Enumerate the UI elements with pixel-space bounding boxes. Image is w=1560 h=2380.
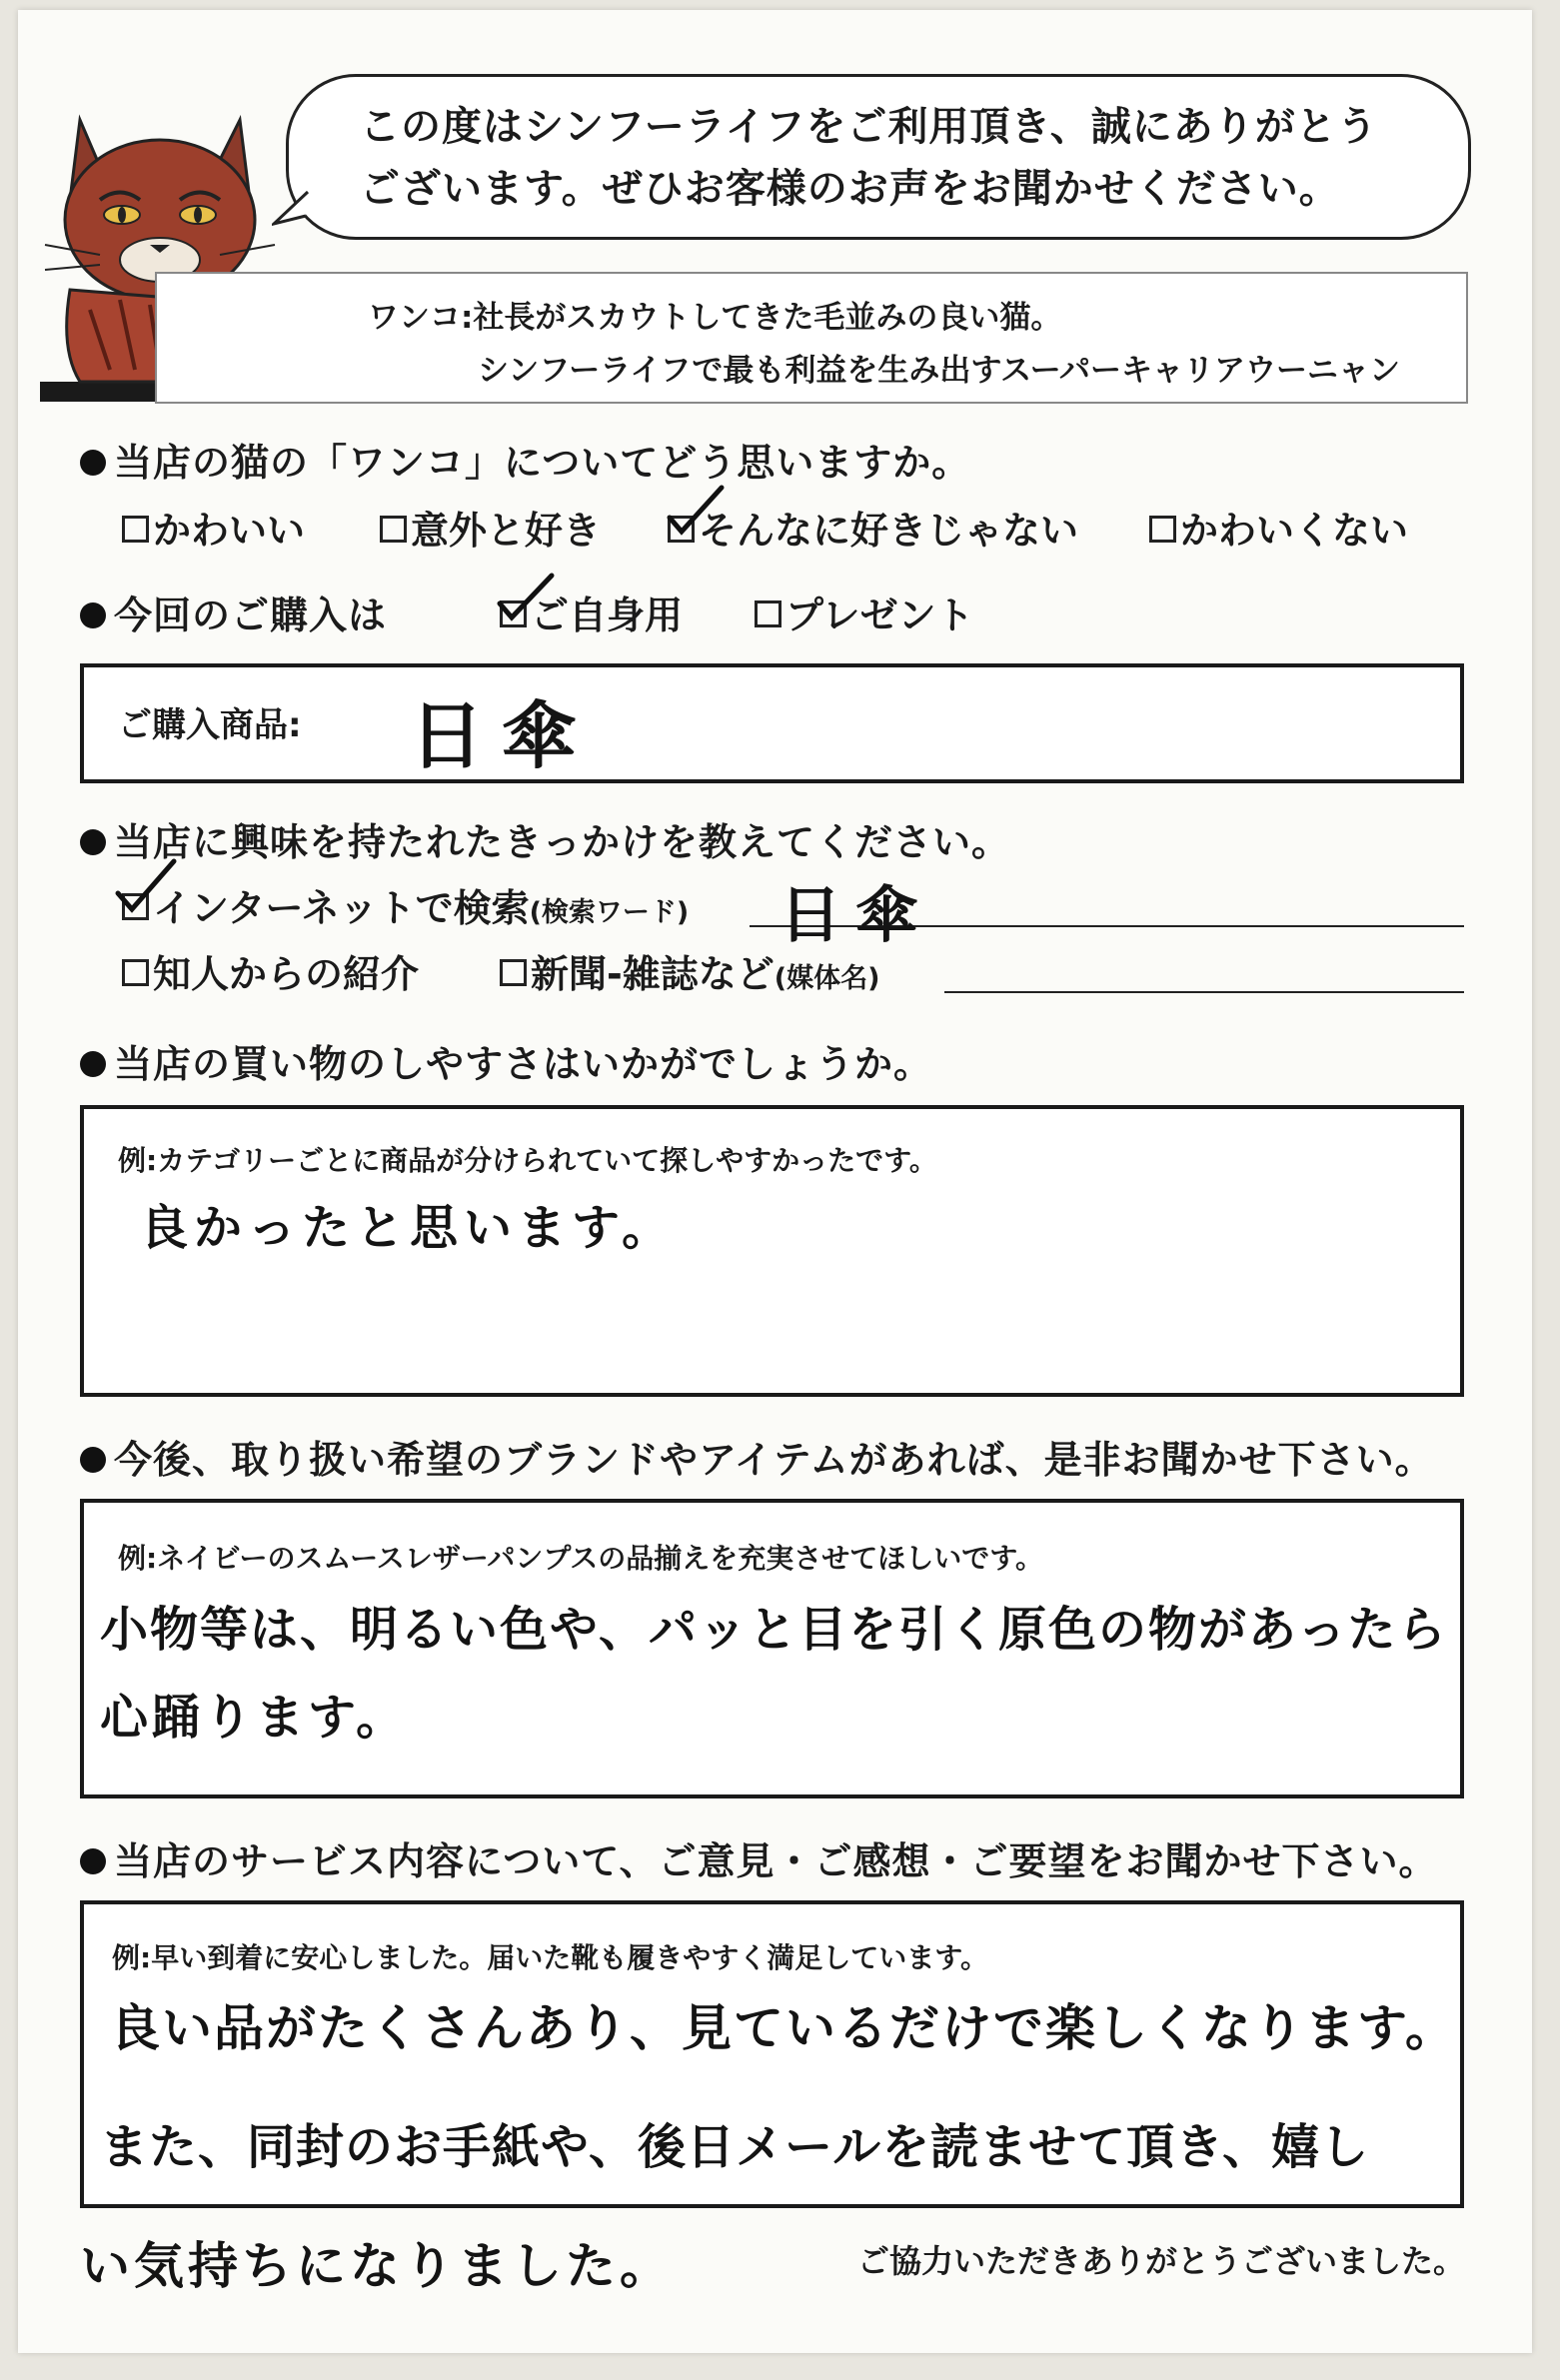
product-value[interactable]: 日傘 xyxy=(410,693,594,779)
q2-option-2[interactable] xyxy=(755,585,973,639)
option-label: インターネットで検索 xyxy=(153,886,530,930)
checkbox[interactable] xyxy=(500,959,527,986)
mascot-intro-line-2: シンフーライフで最も利益を生み出すスーパーキャリアウーニャン xyxy=(478,353,1401,389)
question-5 xyxy=(80,1429,1434,1484)
bullet-icon xyxy=(80,1848,106,1874)
option-label: ご自身用 xyxy=(531,594,684,637)
q1-option-4[interactable] xyxy=(1149,500,1408,555)
mascot-name: ワンコ xyxy=(368,300,461,336)
checkbox[interactable] xyxy=(755,600,781,627)
example-5: 例:ネイビーのスムースレザーパンプスの品揃えを充実させてほしいです。 xyxy=(118,1542,1043,1575)
q3-option-media[interactable] xyxy=(500,943,879,998)
speech-bubble-tail xyxy=(272,190,310,228)
checkbox[interactable] xyxy=(122,516,149,543)
question-2 xyxy=(80,585,387,639)
footer-thanks: ご協力いただきありがとうございました。 xyxy=(857,2242,1466,2280)
question-1 xyxy=(80,432,970,487)
checkmark-icon xyxy=(112,857,180,917)
checkbox[interactable] xyxy=(122,959,149,986)
option-label: 新聞-雑誌など xyxy=(531,952,775,996)
answer-6-line-1: 良い品がたくさんあり、見ているだけで楽しくなります。 xyxy=(110,1998,1457,2057)
bullet-icon xyxy=(80,1447,106,1473)
q1-option-2[interactable] xyxy=(380,500,601,555)
checkmark-icon xyxy=(664,484,728,540)
example-6: 例:早い到着に安心しました。届いた靴も履きやすく満足しています。 xyxy=(112,1941,988,1974)
bullet-icon xyxy=(80,450,106,476)
question-4-text: 当店の買い物のしやすさはいかがでしょうか。 xyxy=(114,1042,933,1086)
question-6-text: 当店のサービス内容について、ご意見・ご感想・ご要望をお聞かせ下さい。 xyxy=(114,1839,1438,1883)
mascot-description: :社長がスカウトしてきた毛並みの良い猫。 xyxy=(461,300,1062,336)
question-2-text: 今回のご購入は xyxy=(114,594,388,637)
q1-option-1[interactable] xyxy=(122,500,305,555)
option-label: 意外と好き xyxy=(411,509,602,553)
question-3 xyxy=(80,811,1010,866)
q1-option-3[interactable] xyxy=(668,500,1078,555)
question-5-text: 今後、取り扱い希望のブランドやアイテムがあれば、是非お聞かせ下さい。 xyxy=(114,1438,1434,1482)
search-word-value[interactable]: 日傘 xyxy=(780,878,932,951)
option-label: かわいい xyxy=(153,509,306,553)
checkbox[interactable] xyxy=(380,516,407,543)
q3-option-friend[interactable] xyxy=(122,943,419,998)
answer-5-line-1: 小物等は、明るい色や、パッと目を引く原色の物があったら xyxy=(100,1602,1448,1658)
answer-5-line-2: 心踊ります。 xyxy=(100,1690,409,1746)
option-label: プレゼント xyxy=(785,594,974,637)
media-name-line[interactable] xyxy=(944,991,1464,993)
option-label: 知人からの紹介 xyxy=(153,952,420,996)
bullet-icon xyxy=(80,602,106,628)
question-3-text: 当店に興味を持たれたきっかけを教えてください。 xyxy=(114,820,1011,864)
option-label: そんなに好きじゃない xyxy=(699,509,1079,553)
answer-4: 良かったと思います。 xyxy=(140,1200,677,1256)
question-4 xyxy=(80,1033,932,1088)
option-note: (検索ワード) xyxy=(529,897,690,928)
question-6 xyxy=(80,1830,1437,1885)
product-label: ご購入商品: xyxy=(118,705,302,745)
greeting-text xyxy=(360,96,1378,220)
question-1-text: 当店の猫の「ワンコ」についてどう思いますか。 xyxy=(114,441,971,485)
bullet-icon xyxy=(80,829,106,855)
option-label: かわいくない xyxy=(1180,509,1409,553)
example-4: 例:カテゴリーごとに商品が分けられていて探しやすかったです。 xyxy=(118,1144,937,1177)
greeting-line-2: ございます。ぜひお客様のお声をお聞かせください。 xyxy=(360,166,1340,212)
mascot-intro-line-1 xyxy=(368,292,1061,337)
answer-6-line-3: い気持ちになりました。 xyxy=(80,2236,674,2295)
checkbox[interactable] xyxy=(1149,516,1176,543)
answer-6-line-2: また、同封のお手紙や、後日メールを読ませて頂き、嬉し xyxy=(100,2119,1370,2175)
bullet-icon xyxy=(80,1051,106,1077)
q3-option-internet[interactable] xyxy=(122,877,689,932)
option-note: (媒体名) xyxy=(774,963,880,994)
checkmark-icon xyxy=(494,572,558,625)
greeting-line-1: この度はシンフーライフをご利用頂き、誠にありがとう xyxy=(360,104,1378,150)
